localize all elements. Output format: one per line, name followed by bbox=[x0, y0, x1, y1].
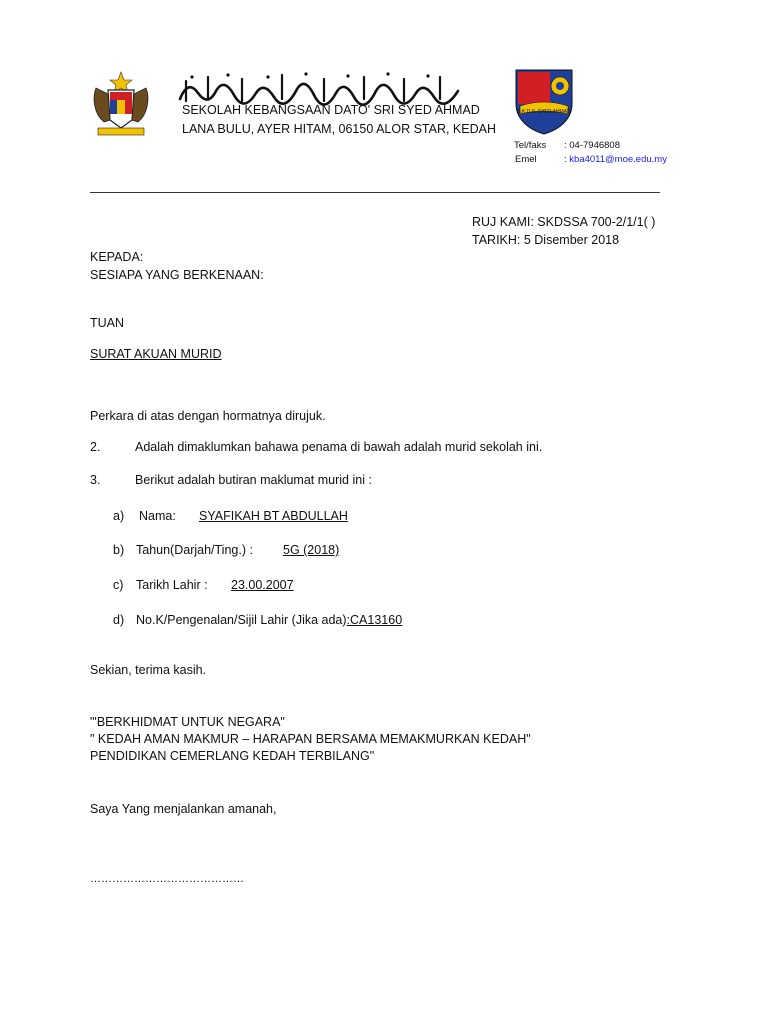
item-d-label: d) bbox=[113, 613, 125, 627]
malaysia-coat-of-arms-icon bbox=[86, 68, 156, 140]
closing: Sekian, terima kasih. bbox=[90, 663, 207, 677]
recipient-label: KEPADA: bbox=[90, 250, 144, 264]
item-c-value: 23.00.2007 bbox=[231, 578, 294, 592]
motto-3: PENDIDIKAN CEMERLANG KEDAH TERBILANG" bbox=[90, 749, 375, 763]
school-address: LANA BULU, AYER HITAM, 06150 ALOR STAR, KEDAH bbox=[182, 122, 497, 136]
item-c-key: Tarikh Lahir : bbox=[136, 578, 208, 592]
intro-paragraph: Perkara di atas dengan hormatnya dirujuk. bbox=[90, 409, 326, 423]
paragraph-2-text: Adalah dimaklumkan bahawa penama di bawah adalah murid sekolah ini. bbox=[135, 440, 543, 454]
tel-value: : 04-7946808 bbox=[564, 140, 620, 151]
school-crest-icon bbox=[510, 64, 578, 136]
salutation: TUAN bbox=[90, 316, 125, 330]
jawi-calligraphy-school-name bbox=[178, 71, 460, 107]
item-b-key: Tahun(Darjah/Ting.) : bbox=[136, 543, 253, 557]
item-d-key: No.K/Pengenalan/Sijil Lahir (Jika ada) bbox=[136, 613, 347, 627]
item-a-value: SYAFIKAH BT ABDULLAH bbox=[199, 509, 348, 523]
item-a-label: a) bbox=[113, 509, 125, 523]
recipient-name: SESIAPA YANG BERKENAAN: bbox=[90, 268, 264, 282]
item-b-value: 5G (2018) bbox=[283, 543, 340, 557]
email-colon: : bbox=[564, 154, 567, 165]
paragraph-3-number: 3. bbox=[90, 473, 101, 487]
email-label: Emel bbox=[515, 154, 537, 165]
school-crest-text: S.K.D.S. SYED AHMAD bbox=[517, 109, 571, 115]
item-d-value: :CA13160 bbox=[346, 613, 403, 627]
paragraph-2-number: 2. bbox=[90, 440, 101, 454]
school-name: SEKOLAH KEBANGSAAN DATO' SRI SYED AHMAD bbox=[182, 103, 480, 117]
letter-date: TARIKH: 5 Disember 2018 bbox=[472, 233, 620, 247]
item-b-label: b) bbox=[113, 543, 125, 557]
paragraph-3-text: Berikut adalah butiran maklumat murid ini : bbox=[135, 473, 372, 487]
email-link[interactable]: kba4011@moe.edu.my bbox=[569, 154, 667, 165]
reference-number: RUJ KAMI: SKDSSA 700-2/1/1( ) bbox=[472, 215, 656, 229]
tel-label: Tel/faks bbox=[514, 140, 547, 151]
item-c-label: c) bbox=[113, 578, 124, 592]
item-a-key: Nama: bbox=[139, 509, 176, 523]
motto-2: " KEDAH AMAN MAKMUR – HARAPAN BERSAMA MEMAKMURKAN KEDAH" bbox=[90, 732, 531, 746]
signature-line: …………………………………… bbox=[90, 873, 244, 885]
sign-off: Saya Yang menjalankan amanah, bbox=[90, 802, 277, 816]
motto-1: "'BERKHIDMAT UNTUK NEGARA" bbox=[90, 715, 285, 729]
header-divider bbox=[90, 192, 660, 193]
letter-subject: SURAT AKUAN MURID bbox=[90, 347, 222, 361]
